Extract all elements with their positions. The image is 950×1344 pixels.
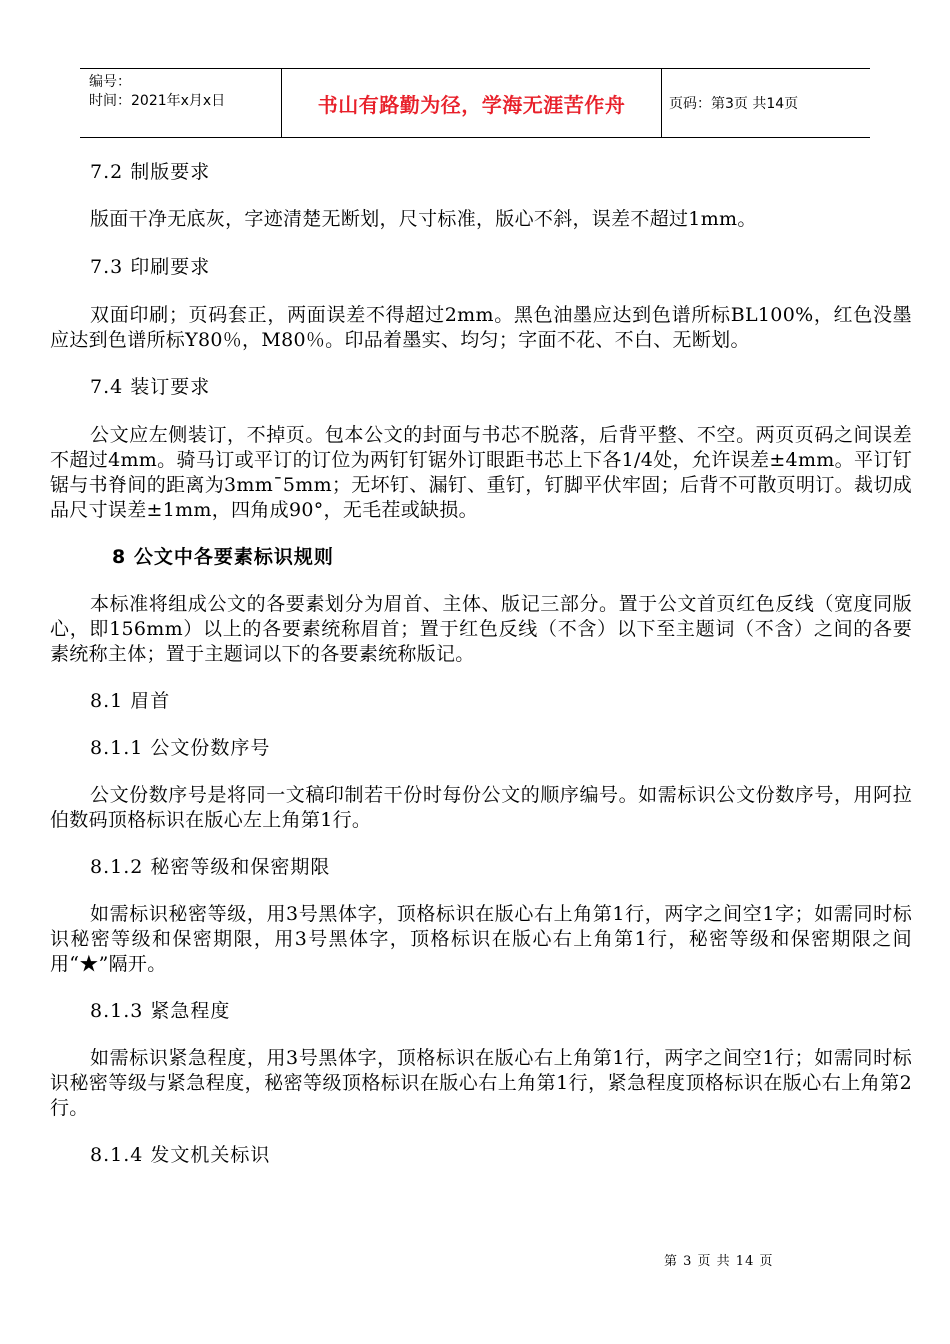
paragraph-7-3: 双面印刷；页码套正，两面误差不得超过2mm。黑色油墨应达到色谱所标BL100%，红色没墨应达到色谱所标Y80％，M80％。印品着墨实、均匀；字面不花、不白、无断划。	[50, 304, 912, 351]
motto-text: 书山有路勤为径，学海无涯苦作舟	[317, 92, 626, 117]
page-footer: 第 3 页 共 14 页	[664, 1254, 774, 1269]
section-heading-7-3: 7.3 印刷要求	[90, 256, 211, 278]
paragraph-8-1-1: 公文份数序号是将同一文稿印制若干份时每份公文的顺序编号。如需标识公文份数序号，用阿拉伯数码顶格标识在版心左上角第1行。	[50, 784, 912, 831]
chapter-title-8: 8 公文中各要素标识规则	[112, 546, 334, 568]
paragraph-7-2: 版面干净无底灰，字迹清楚无断划，尺寸标准，版心不斜，误差不超过1mm。	[90, 208, 757, 230]
section-heading-8-1: 8.1 眉首	[90, 690, 171, 712]
section-heading-8-1-1: 8.1.1 公文份数序号	[90, 737, 271, 759]
section-heading-7-4: 7.4 装订要求	[90, 376, 211, 398]
header-motto-cell	[282, 69, 662, 137]
paragraph-8-1-3: 如需标识紧急程度，用3号黑体字，顶格标识在版心右上角第1行，两字之间空1行；如需同时标识秘密等级与紧急程度，秘密等级顶格标识在版心右上角第1行，紧急程度顶格标识在版心右上角第2行。	[50, 1047, 912, 1119]
section-heading-8-1-4: 8.1.4 发文机关标识	[90, 1144, 271, 1166]
header-page-number: 页码：第3页 共14页	[669, 96, 799, 112]
header-page-cell	[662, 69, 870, 137]
section-heading-8-1-3: 8.1.3 紧急程度	[90, 1000, 231, 1022]
header-meta-cell	[80, 69, 282, 137]
serial-number-label: 编号：	[89, 74, 131, 90]
date-label: 时间：2021年x月x日	[89, 93, 226, 109]
paragraph-7-4: 公文应左侧装订，不掉页。包本公文的封面与书芯不脱落，后背平整、不空。两页页码之间误差不超过4mm。骑马订或平订的订位为两钉钉锯外订眼距书芯上下各1/4处，允许误差±4mm。平订钉锯与书脊间的距离为3mm¯5mm；无坏钉、漏钉、重钉，钉脚平伏牢固；后背不可散页明订。裁切成品尺寸误差±1mm，四角成90°，无毛茬或缺损。	[50, 424, 912, 521]
paragraph-8: 本标准将组成公文的各要素划分为眉首、主体、版记三部分。置于公文首页红色反线（宽度同版心，即156mm）以上的各要素统称眉首；置于红色反线（不含）以下至主题词（不含）之间的各要素统称主体；置于主题词以下的各要素统称版记。	[50, 593, 912, 665]
page-header	[80, 68, 870, 138]
section-heading-8-1-2: 8.1.2 秘密等级和保密期限	[90, 856, 331, 878]
paragraph-8-1-2: 如需标识秘密等级，用3号黑体字，顶格标识在版心右上角第1行，两字之间空1字；如需同时标识秘密等级和保密期限，用3号黑体字，顶格标识在版心右上角第1行，秘密等级和保密期限之间用“★”隔开。	[50, 903, 912, 975]
document-body	[50, 150, 912, 1168]
section-heading-7-2: 7.2 制版要求	[90, 161, 211, 183]
